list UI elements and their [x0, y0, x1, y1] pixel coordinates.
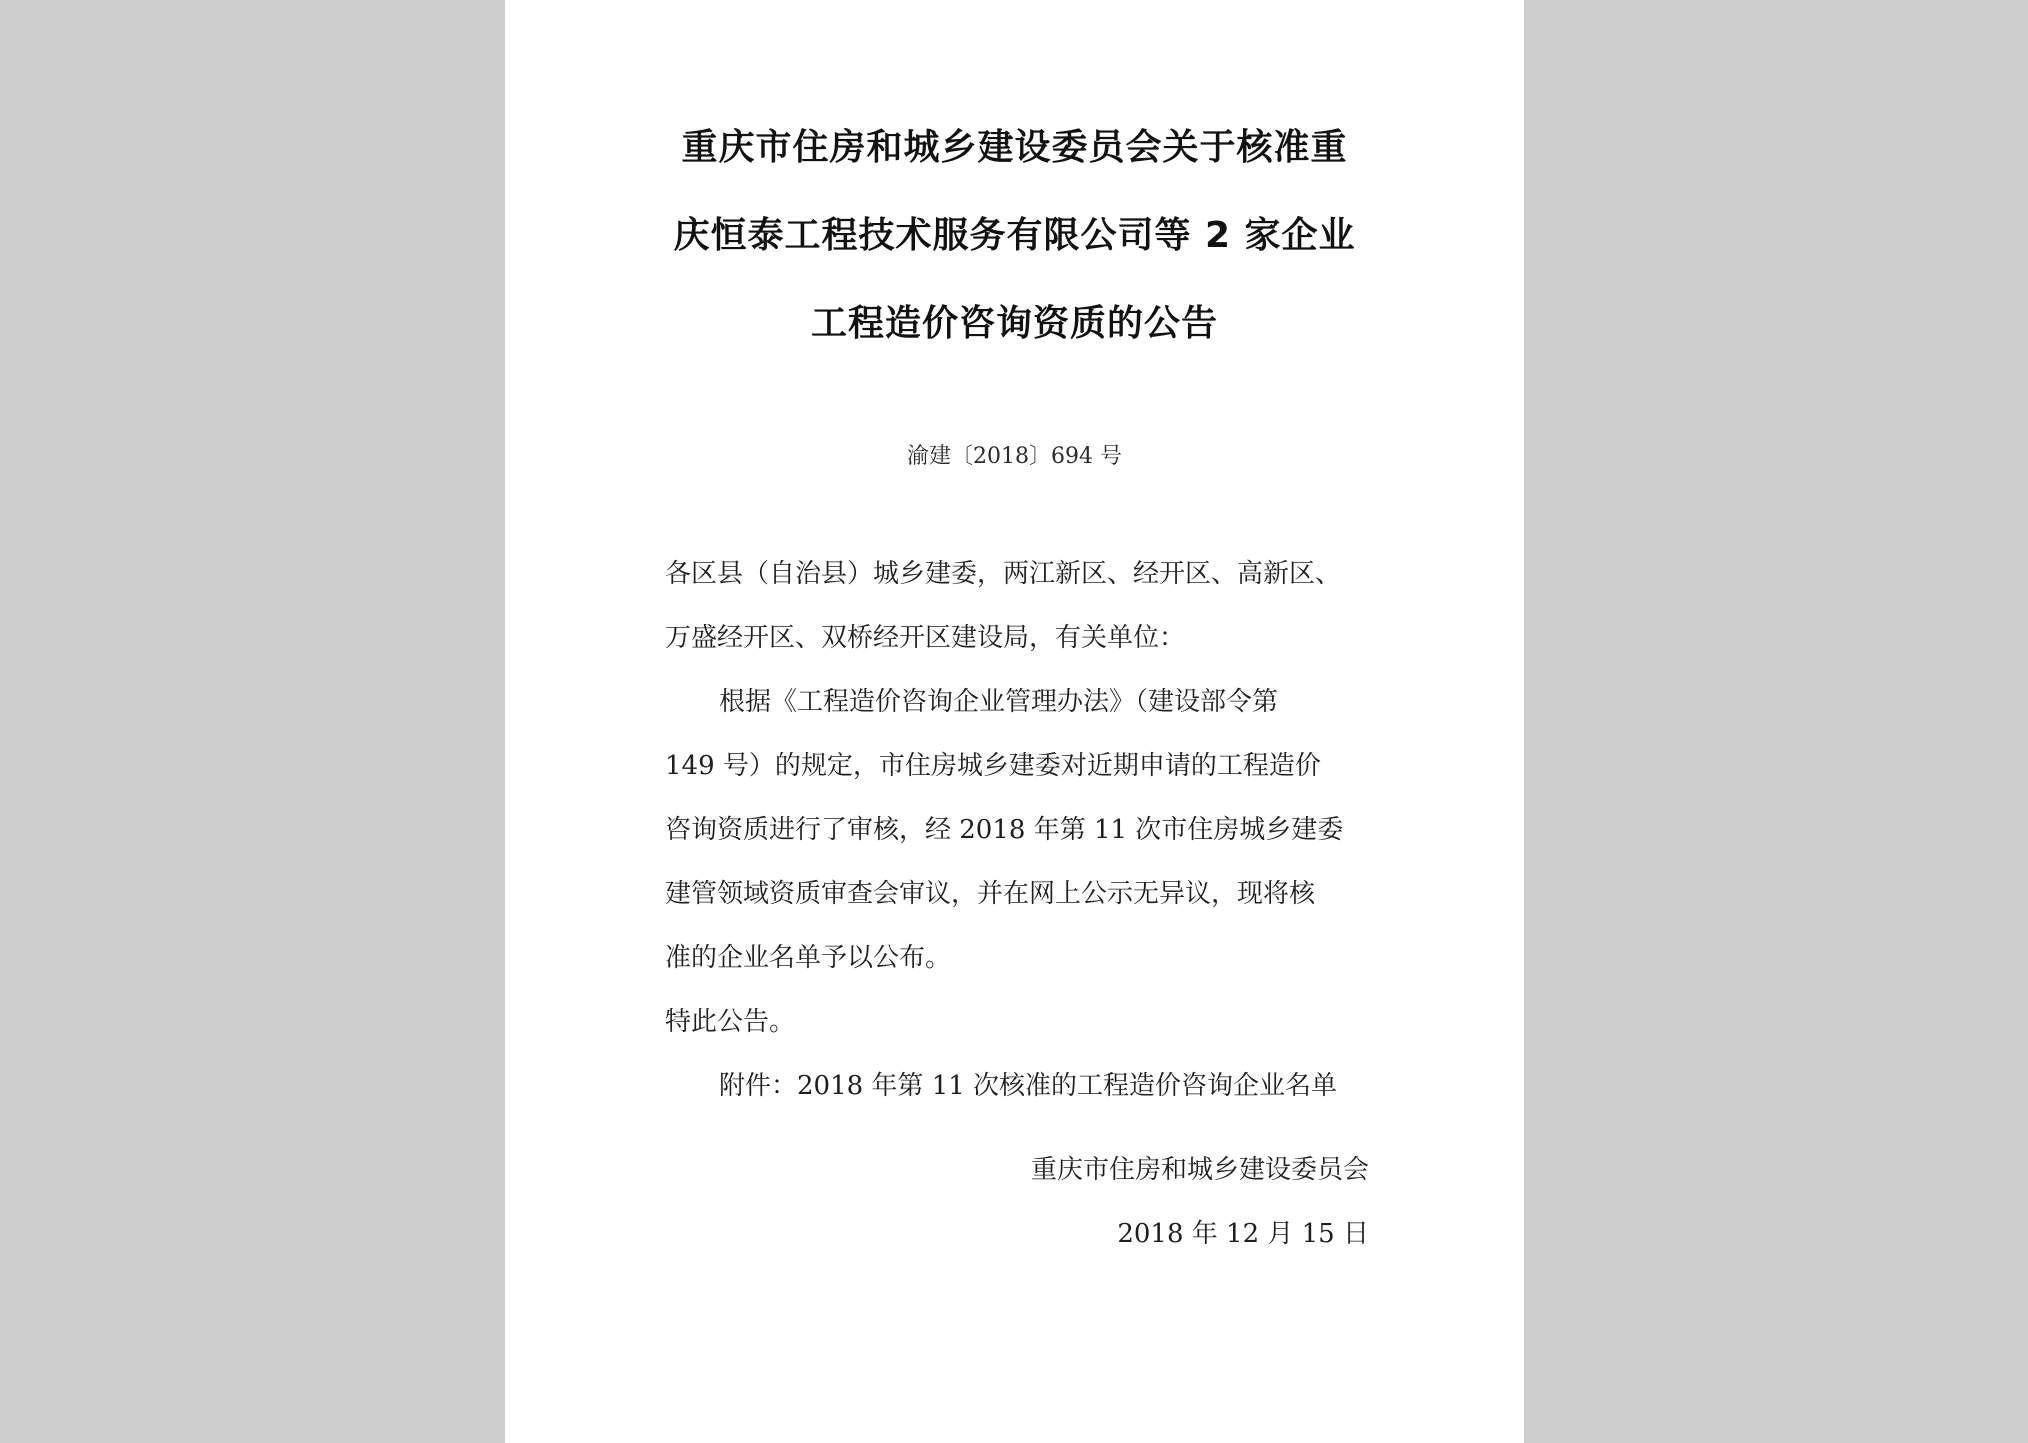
body-line-5: 准的企业名单予以公布。: [665, 943, 952, 973]
body-line-3: 咨询资质进行了审核，经 2018 年第 11 次市住房城乡建委: [665, 815, 1344, 845]
addressee-line-2: 万盛经开区、双桥经开区建设局，有关单位：: [665, 623, 1186, 653]
body-line-1: 根据《工程造价咨询企业管理办法》（建设部令第: [719, 687, 1279, 717]
closing-line: 特此公告。: [665, 1007, 796, 1037]
addressee-line-1: 各区县（自治县）城乡建委，两江新区、经开区、高新区、: [665, 559, 1342, 589]
signature-date: 2018 年 12 月 15 日: [1117, 1219, 1369, 1249]
document-page: [505, 0, 1524, 1443]
body-line-4: 建管领域资质审查会审议，并在网上公示无异议，现将核: [665, 879, 1316, 909]
document-number: 渝建〔2018〕694 号: [907, 444, 1122, 469]
title-line-3: 工程造价咨询资质的公告: [810, 303, 1218, 344]
title-line-2: 庆恒泰工程技术服务有限公司等 2 家企业: [673, 215, 1356, 256]
signature-issuer: 重庆市住房和城乡建设委员会: [1030, 1155, 1369, 1185]
body-line-2: 149 号）的规定，市住房城乡建委对近期申请的工程造价: [665, 751, 1321, 781]
title-line-1: 重庆市住房和城乡建设委员会关于核准重: [681, 127, 1348, 168]
attachment-line: 附件：2018 年第 11 次核准的工程造价咨询企业名单: [719, 1071, 1338, 1101]
